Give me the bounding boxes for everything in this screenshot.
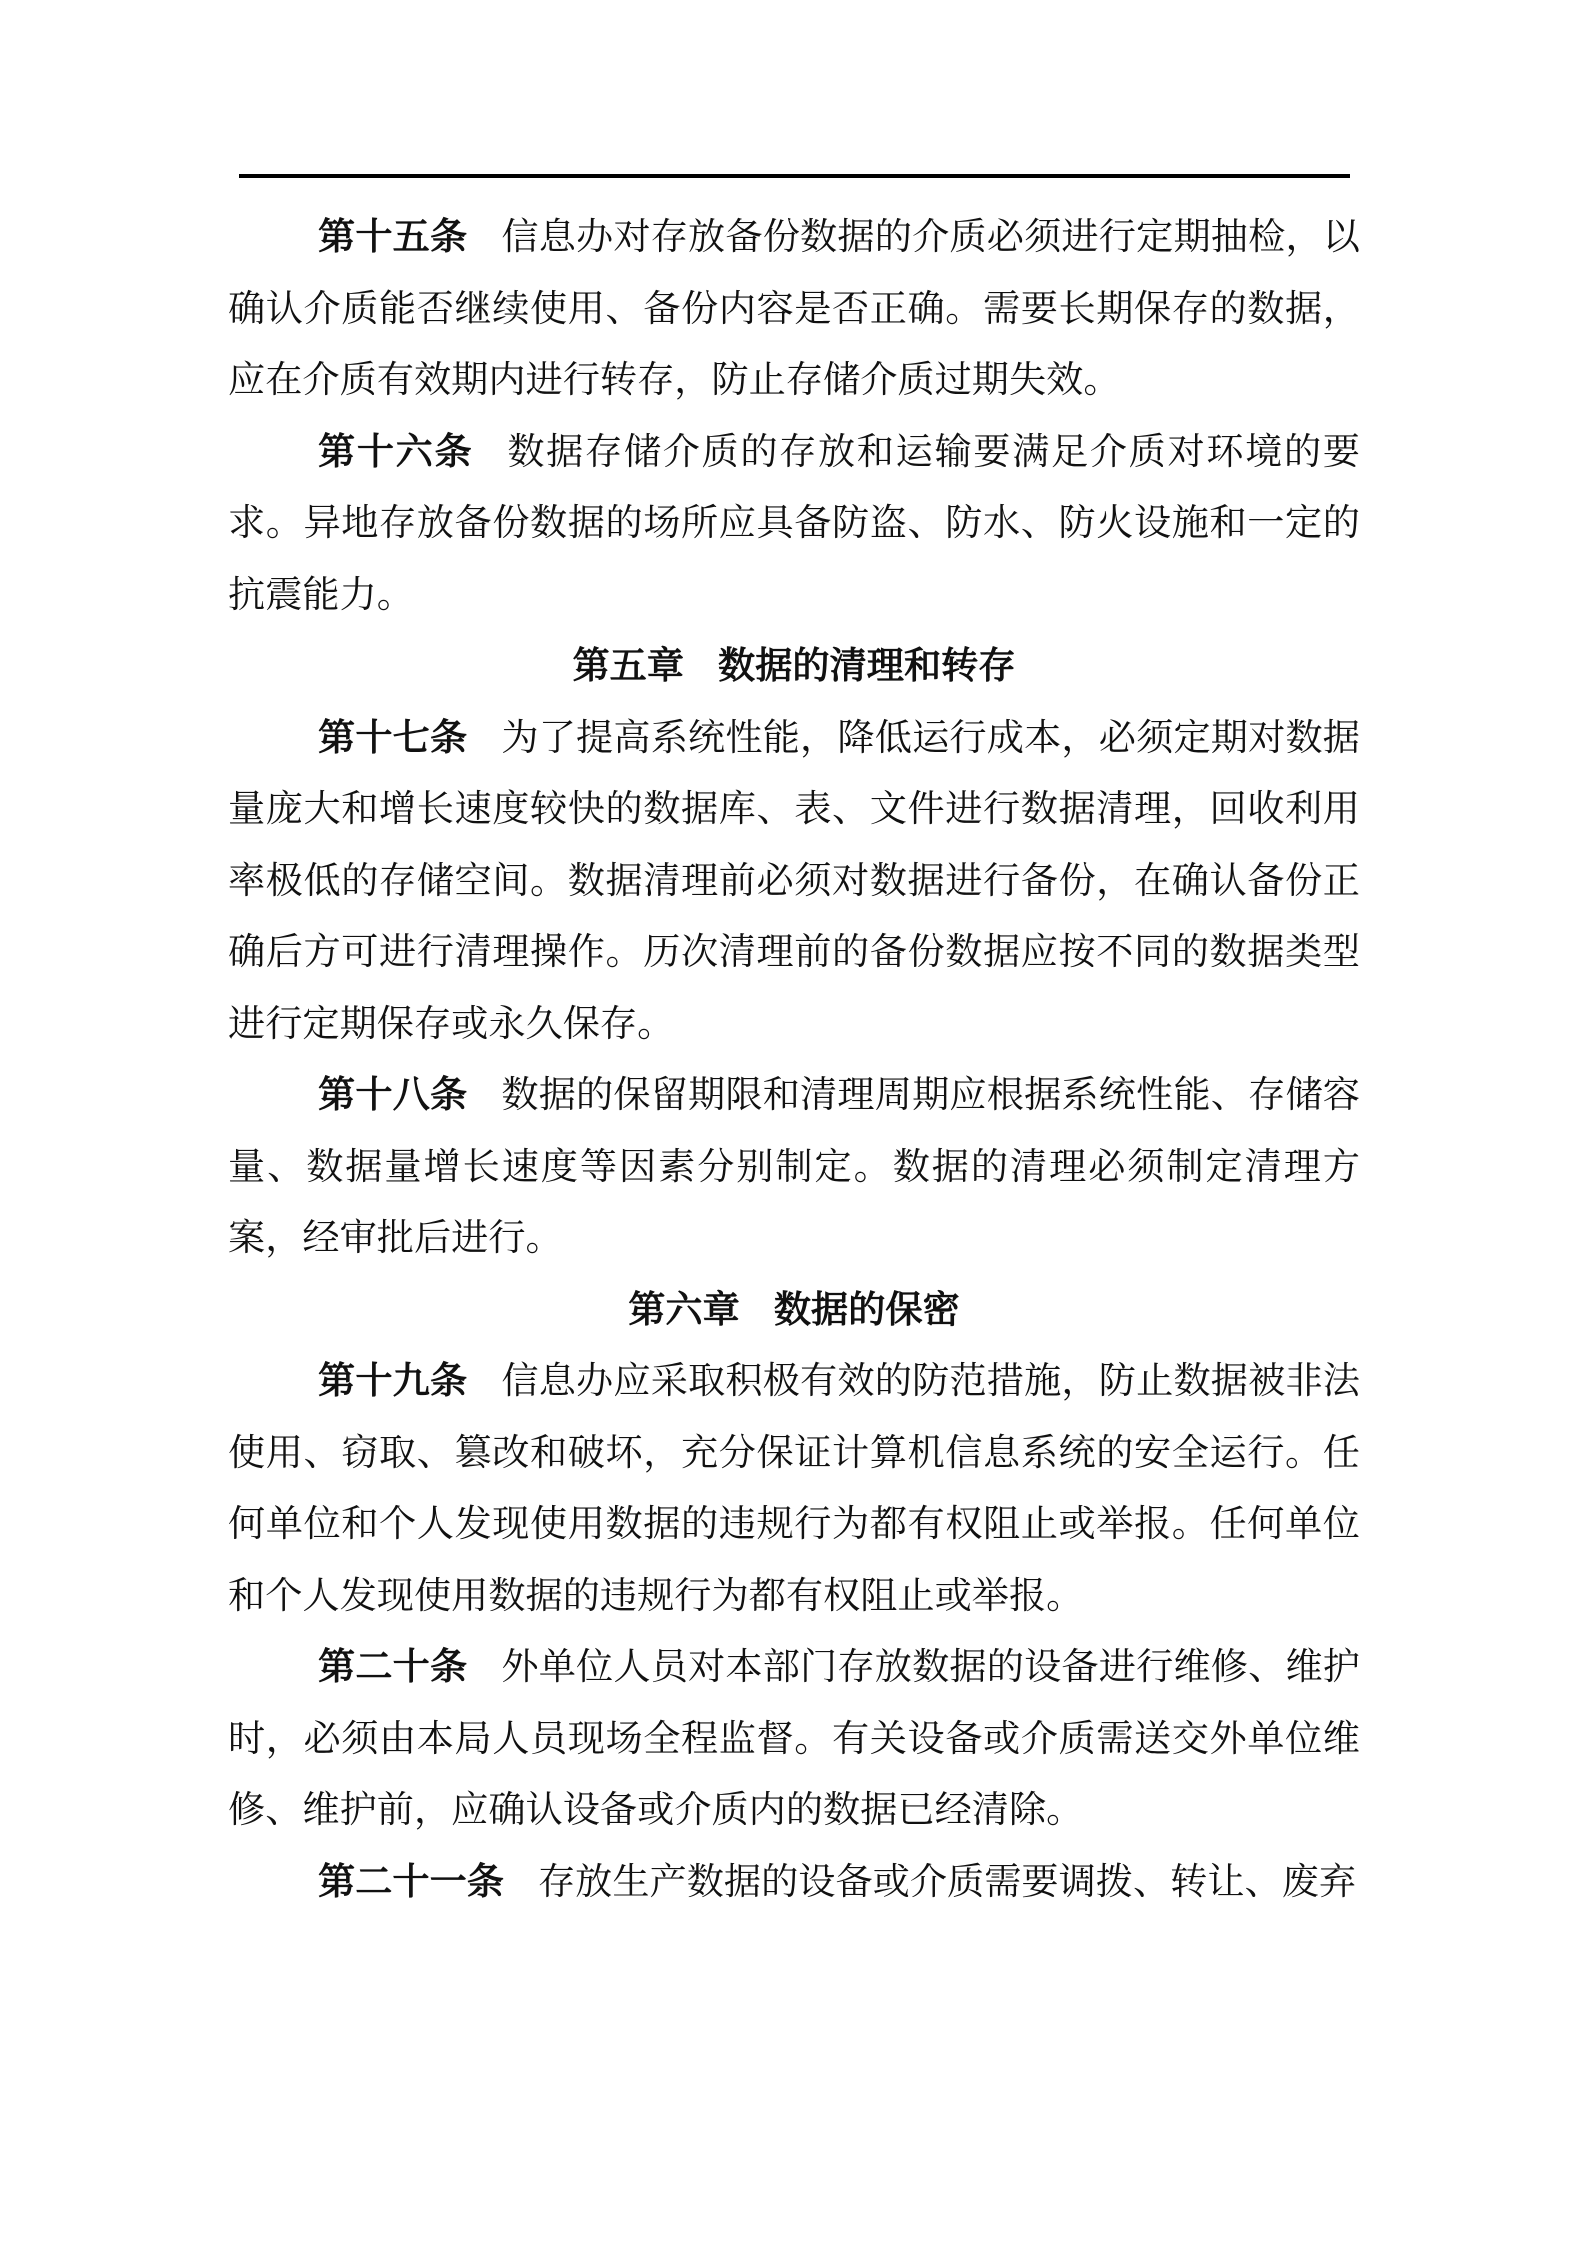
chapter-heading: [228, 1275, 1360, 1347]
chapter-number: 第五章: [572, 646, 685, 687]
article-paragraph: [228, 417, 1360, 632]
article-paragraph: [228, 1346, 1360, 1632]
article-text: 为了提高系统性能，降低运行成本，必须定期对数据量庞大和增长速度较快的数据库、表、文件进行数据清理，回收利用率极低的存储空间。数据清理前必须对数据进行备份，在确认备份正确后方可进行清理操作。历次清理前的备份数据应按不同的数据类型进行定期保存或永久保存。: [228, 717, 1360, 1045]
chapter-title: 数据的保密: [773, 1289, 960, 1331]
article-text: 数据存储介质的存放和运输要满足介质对环境的要求。异地存放备份数据的场所应具备防盗、防水、防火设施和一定的抗震能力。: [228, 431, 1360, 616]
article-number: 第十九条: [318, 1361, 468, 1402]
document-body: [228, 202, 1360, 1918]
chapter-number: 第六章: [628, 1289, 740, 1331]
article-paragraph: [228, 703, 1360, 1061]
article-number: 第十五条: [318, 217, 468, 258]
article-paragraph: [228, 202, 1360, 417]
header-rule: [239, 174, 1350, 178]
chapter-title: 数据的清理和转存: [718, 646, 1016, 687]
article-number: 第十八条: [318, 1075, 468, 1116]
article-paragraph: [228, 1632, 1360, 1847]
article-paragraph: [228, 1060, 1360, 1275]
article-number: 第十七条: [318, 717, 468, 759]
article-text: 存放生产数据的设备或介质需要调拨、转让、废弃: [537, 1861, 1357, 1903]
article-number: 第二十一条: [318, 1861, 504, 1903]
article-text: 外单位人员对本部门存放数据的设备进行维修、维护时，必须由本局人员现场全程监督。有关设备或介质需送交外单位维修、维护前，应确认设备或介质内的数据已经清除。: [228, 1647, 1360, 1831]
article-number: 第十六条: [318, 431, 474, 473]
article-text: 数据的保留期限和清理周期应根据系统性能、存储容量、数据量增长速度等因素分别制定。数据的清理必须制定清理方案，经审批后进行。: [228, 1075, 1360, 1259]
article-text: 信息办应采取积极有效的防范措施，防止数据被非法使用、窃取、篡改和破坏，充分保证计算机信息系统的安全运行。任何单位和个人发现使用数据的违规行为都有权阻止或举报。任何单位和个人发现使用数据的违规行为都有权阻止或举报。: [228, 1361, 1360, 1617]
article-paragraph: [228, 1847, 1360, 1919]
article-text: 信息办对存放备份数据的介质必须进行定期抽检，以确认介质能否继续使用、备份内容是否正确。需要长期保存的数据，应在介质有效期内进行转存，防止存储介质过期失效。: [228, 217, 1360, 401]
chapter-heading: [228, 631, 1360, 703]
article-number: 第二十条: [318, 1647, 468, 1688]
